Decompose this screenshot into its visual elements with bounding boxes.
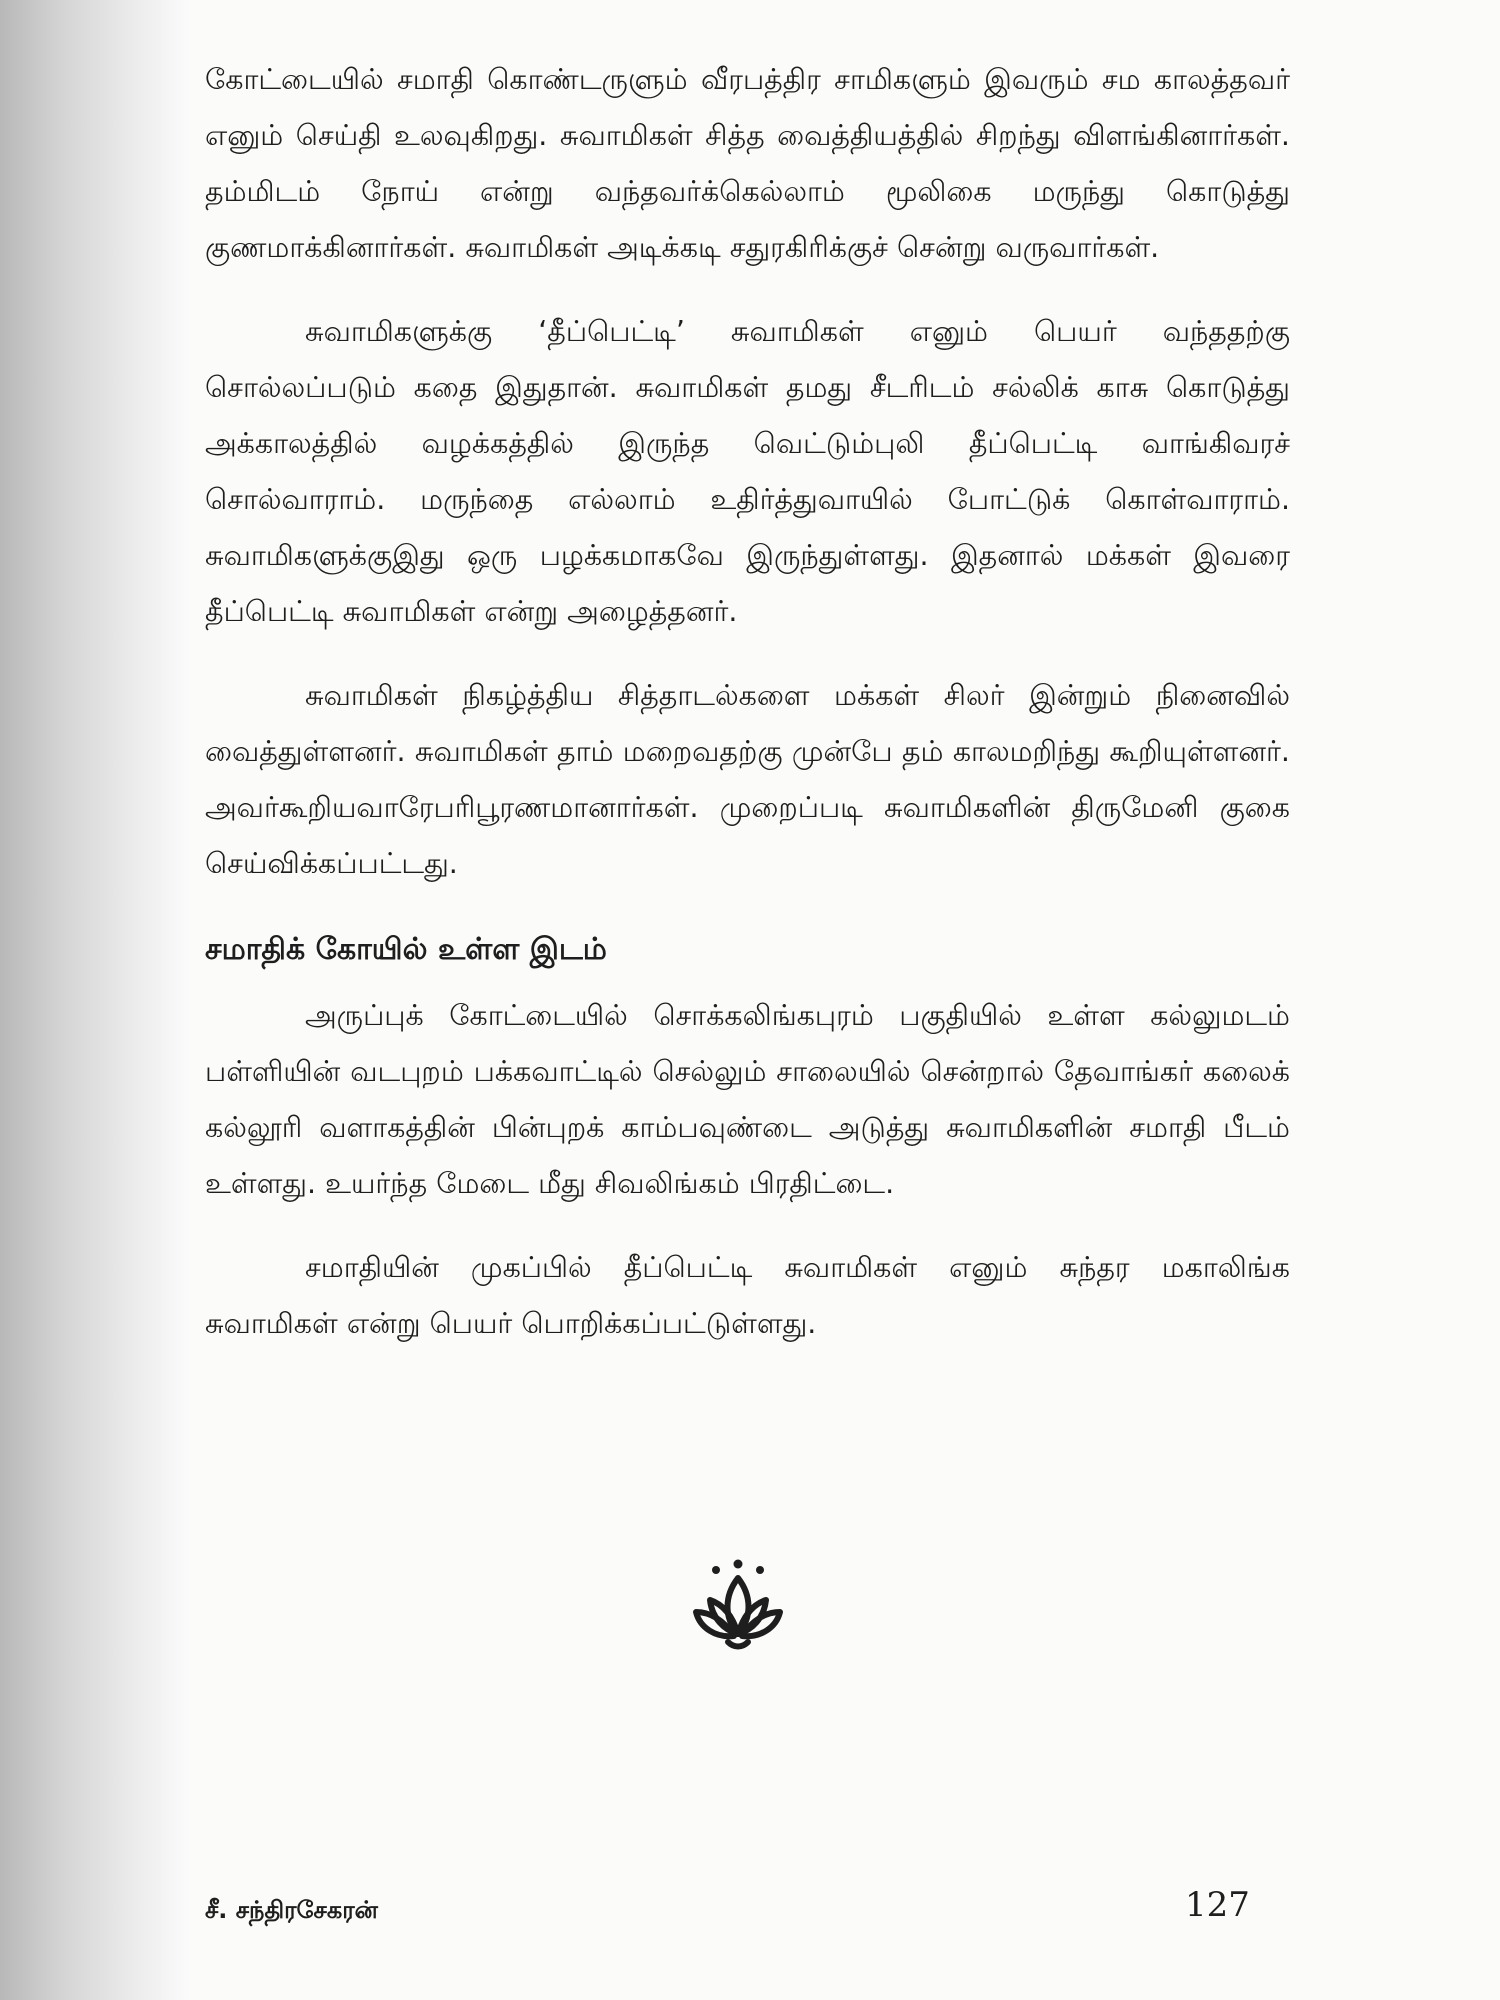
lotus-ornament-icon [688,1556,788,1656]
paragraph-1: கோட்டையில் சமாதி கொண்டருளும் வீரபத்திர சாமிகளும் இவரும் சம காலத்தவர் எனும் செய்தி உலவுகிறது. சுவாமிகள் சித்த வைத்தியத்தில் சிறந்து விளங்கினார்கள். தம்மிடம் நோய் என்று வந்தவர்க்கெல்லாம் மூலிகை மருந்து கொடுத்து குணமாக்கினார்கள். சுவாமிகள் அடிக்கடி சதுரகிரிக்குச் சென்று வருவார்கள். [205,63,1290,264]
footer-author: சீ. சந்திரசேகரன் [205,1896,378,1924]
section-heading: சமாதிக் கோயில் உள்ள இடம் [205,932,607,967]
page-gutter-shadow [0,0,190,2000]
page-number: 127 [1185,1885,1250,1925]
paragraph-2: சுவாமிகளுக்கு ‘தீப்பெட்டி’ சுவாமிகள் எனும் பெயர் வந்ததற்கு சொல்லப்படும் கதை இதுதான். சுவாமிகள் தமது சீடரிடம் சல்லிக் காசு கொடுத்து அக்காலத்தில் வழக்கத்தில் இருந்த வெட்டும்புலி தீப்பெட்டி வாங்கிவரச் சொல்வாராம். மருந்தை எல்லாம் உதிர்த்துவாயில் போட்டுக் கொள்வாராம். சுவாமிகளுக்குஇது ஒரு பழக்கமாகவே இருந்துள்ளது. இதனால் மக்கள் இவரை தீப்பெட்டி சுவாமிகள் என்று அழைத்தனர். [205,315,1290,628]
page-body [205,52,1290,1380]
paragraph-5: சமாதியின் முகப்பில் தீப்பெட்டி சுவாமிகள் எனும் சுந்தர மகாலிங்க சுவாமிகள் என்று பெயர் பொறிக்கப்பட்டுள்ளது. [205,1251,1290,1340]
paragraph-3: சுவாமிகள் நிகழ்த்திய சித்தாடல்களை மக்கள் சிலர் இன்றும் நினைவில் வைத்துள்ளனர். சுவாமிகள் தாம் மறைவதற்கு முன்பே தம் காலமறிந்து கூறியுள்ளனர். அவர்கூறியவாரேபரிபூரணமானார்கள். முறைப்படி சுவாமிகளின் திருமேனி குகை செய்விக்கப்பட்டது. [205,679,1290,880]
paragraph-4: அருப்புக் கோட்டையில் சொக்கலிங்கபுரம் பகுதியில் உள்ள கல்லுமடம் பள்ளியின் வடபுறம் பக்கவாட்டில் செல்லும் சாலையில் சென்றால் தேவாங்கர் கலைக் கல்லூரி வளாகத்தின் பின்புறக் காம்பவுண்டை அடுத்து சுவாமிகளின் சமாதி பீடம் உள்ளது. உயர்ந்த மேடை மீது சிவலிங்கம் பிரதிட்டை. [205,999,1290,1200]
